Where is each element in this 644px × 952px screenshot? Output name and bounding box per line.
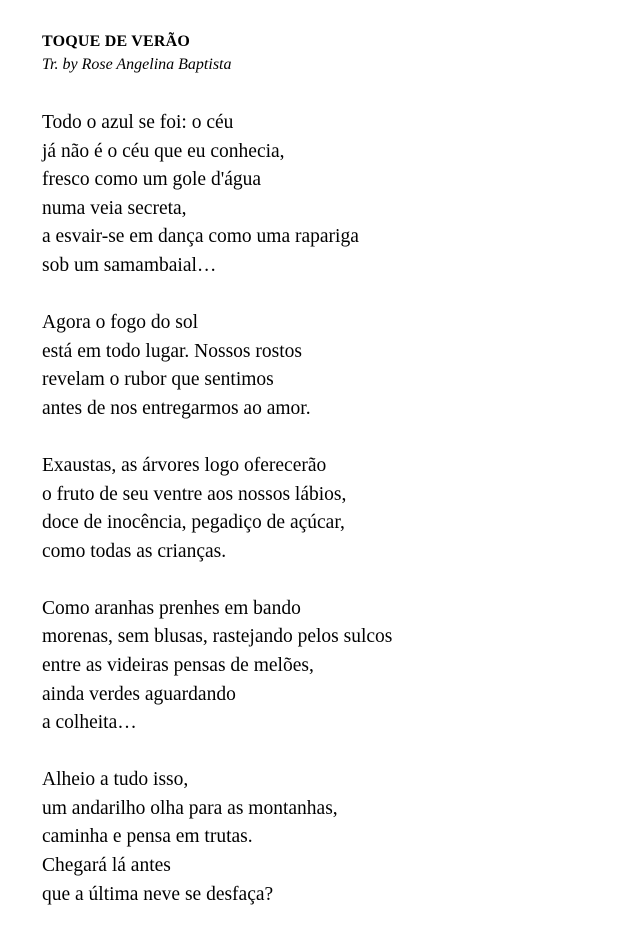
poem-line: sob um samambaial…	[42, 254, 217, 276]
poem-line: como todas as crianças.	[42, 540, 227, 562]
poem-line: Como aranhas prenhes em bando	[42, 597, 301, 619]
poem-line: caminha e pensa em trutas.	[42, 826, 253, 848]
poem-line: entre as videiras pensas de melões,	[42, 655, 314, 676]
poem-line: a colheita…	[42, 712, 137, 734]
translator-credit: Tr. by Rose Angelina Baptista	[42, 56, 232, 73]
stanza-1	[42, 109, 624, 281]
poem-line: ainda verdes aguardando	[42, 683, 236, 705]
stanza-4	[42, 595, 624, 738]
poem-line: fresco como um gole d'água	[42, 169, 262, 191]
poem-line: que a última neve se desfaça?	[42, 883, 274, 905]
stanza-2	[42, 309, 624, 423]
poem-line: revelam o rubor que sentimos	[42, 369, 274, 391]
poem-line: Agora o fogo do sol	[42, 312, 198, 334]
poem-line: a esvair-se em dança como uma rapariga	[42, 226, 359, 248]
poem-line: o fruto de seu ventre aos nossos lábios,	[42, 483, 347, 505]
poem-line: antes de nos entregarmos ao amor.	[42, 397, 311, 419]
poem-title: TOQUE DE VERÃO	[42, 33, 191, 50]
poem-line: Chegará lá antes	[42, 855, 171, 877]
poem-line: Alheio a tudo isso,	[42, 769, 189, 791]
poem-line: numa veia secreta,	[42, 197, 187, 219]
poem-line: está em todo lugar. Nossos rostos	[42, 340, 302, 362]
poem-body	[42, 109, 624, 909]
poem-line: já não é o céu que eu conhecia,	[42, 140, 285, 162]
poem-line: Todo o azul se foi: o céu	[42, 112, 234, 133]
stanza-3	[42, 452, 624, 566]
poem-line: morenas, sem blusas, rastejando pelos sulcos	[42, 626, 393, 648]
stanza-5	[42, 766, 624, 909]
poem-page	[42, 32, 624, 932]
poem-line: doce de inocência, pegadiço de açúcar,	[42, 512, 345, 534]
poem-line: um andarilho olha para as montanhas,	[42, 797, 338, 819]
poem-line: Exaustas, as árvores logo oferecerão	[42, 454, 327, 476]
